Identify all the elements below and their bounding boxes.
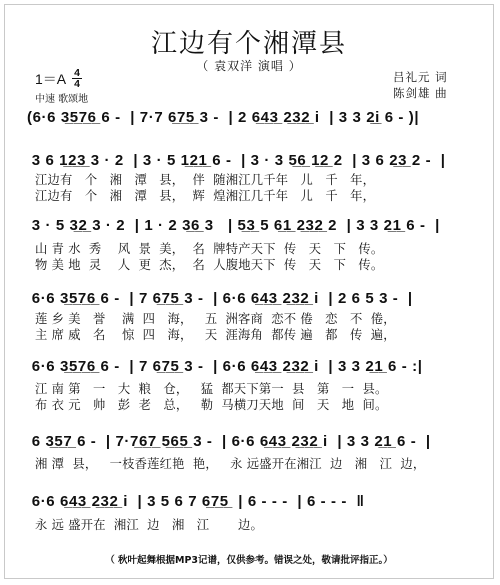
lyric-line: 莲 乡 美 誉 满 四 海， 五 洲客商 恋不 倦 恋 不 倦， (35, 312, 396, 326)
tempo-marking: 中速 歌颂地 (35, 94, 89, 105)
notation-line: 6·6 6̲4̲3̲ 2̲3̲2̲ i | 3 5 6 7 6̲7̲5̲ | 6 - - - | 6 - - - ‖ (27, 493, 365, 510)
score-sheet (4, 4, 494, 579)
time-signature-top: 4 (72, 68, 82, 79)
lyric-line: 物 美 地 灵 人 更 杰， 名 人腹地天下 传 天 下 传。 (35, 258, 384, 272)
song-title: 江边有个湘潭县 (150, 29, 347, 59)
notation-line: 3 6 1̲2̲3̲ 3 · 2 | 3 · 5 1̲2̲1̲ 6 - | 3 · 3 5̲6̲ 1̲2̲ 2 | 3 6 2̲3̲ 2 - | (27, 152, 446, 169)
lyric-line: 江边有 个 湘 潭 县， 辉 煌湘江几千年 儿 千 年， (35, 189, 376, 203)
composer-credit: 陈剑雄 曲 (393, 86, 448, 100)
key-signature: 1＝A (35, 71, 67, 87)
notation-line: (6·6 3̲5̲7̲6̲ 6 - | 7·7 6̲7̲5̲ 3 - | 2 6̲4̲3̲ 2̲3̲2̲ i | 3 3 2̲i̲ 6 - )| (27, 109, 420, 126)
notation-line: 6·6 3̲5̲7̲6̲ 6 - | 7 6̲7̲5̲ 3 - | 6·6 6̲4̲3̲ 2̲3̲2̲ i | 3 3 2̲1̲ 6 - :| (27, 358, 423, 375)
time-signature (72, 68, 82, 89)
notation-line: 6·6 3̲5̲7̲6̲ 6 - | 7 6̲7̲5̲ 3 - | 6·6 6̲4̲3̲ 2̲3̲2̲ i | 2 6 5 3 - | (27, 290, 413, 307)
lyric-line: 江 南 第 一 大 粮 仓， 猛 都天下第一 县 第 一 县。 (35, 382, 388, 396)
lyric-line: 主 席 威 名 惊 四 海， 天 涯海角 都传 遍 都 传 遍， (35, 328, 396, 342)
lyric-line: 江边有 个 湘 潭 县， 伴 随湘江几千年 儿 千 年， (35, 173, 376, 187)
lyric-line: 湘 潭 县， 一枝香莲红艳 艳， 永 远盛开在湘江 边 湘 江 边， (35, 457, 426, 471)
time-signature-bottom: 4 (74, 78, 80, 90)
notation-line: 6 3̲5̲7̲ 6 - | 7·7̲6̲7̲ 5̲6̲5̲ 3 - | 6·6 6̲4̲3̲ 2̲3̲2̲ i | 3 3 2̲1̲ 6 - | (27, 433, 431, 450)
lyric-line: 布 衣 元 帅 彭 老 总， 勒 马横刀天地 间 天 地 间。 (35, 398, 388, 412)
lyric-line: 永 远 盛开在 湘江 边 湘 江 边。 (35, 518, 264, 532)
notation-line: 3 · 5 3̲2̲ 3 · 2 | 1 · 2 3̲6̲ 3 | 5̲3̲ 5 6̲1̲ 2̲3̲2̲ 2 | 3 3 2̲1̲ 6 - | (27, 217, 440, 234)
performer-line: （ 袁双洋 演唱 ） (196, 59, 302, 73)
transcription-note: （ 秋叶起舞根据MP3记谱，仅供参考。错误之处，敬请批评指正。） (105, 555, 393, 566)
lyricist-credit: 吕礼元 词 (393, 70, 448, 84)
lyric-line: 山 青 水 秀 风 景 美， 名 牌特产天下 传 天 下 传。 (35, 242, 384, 256)
